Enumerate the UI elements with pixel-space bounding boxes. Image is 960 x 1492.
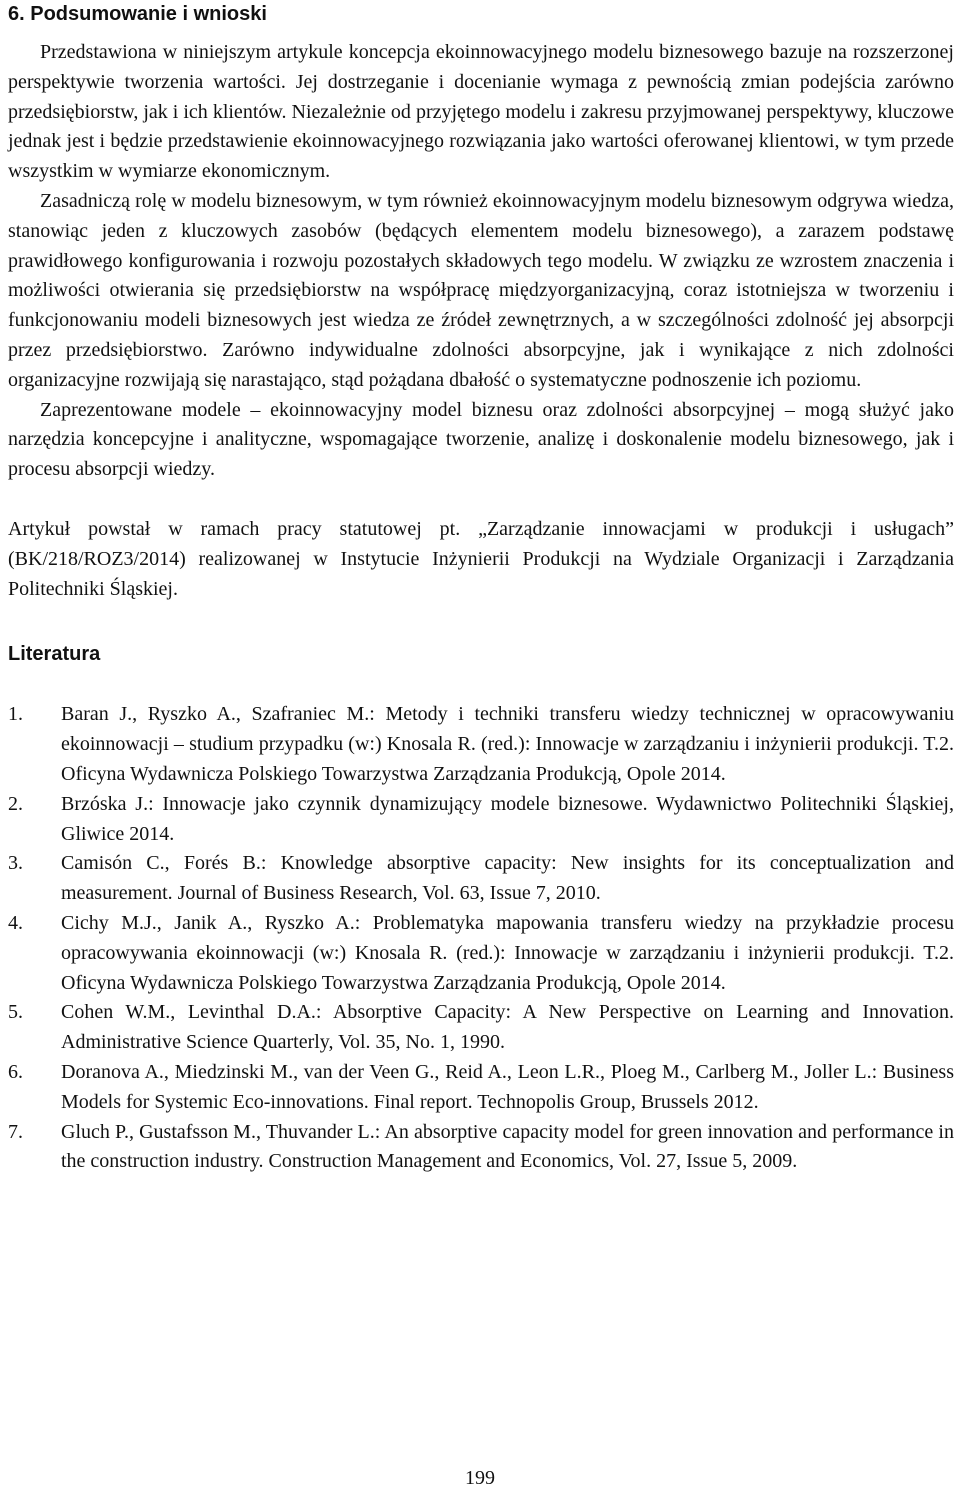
reference-item [8, 849, 954, 909]
reference-number: 1. [8, 703, 23, 726]
reference-item [8, 790, 954, 850]
reference-item [8, 1118, 954, 1178]
reference-text: Camisón C., Forés B.: Knowledge absorptive capacity: New insights for its conceptualization and measurement. Journal of Business Research, Vol. 63, Issue 7, 2010. [61, 852, 954, 905]
reference-number: 3. [8, 852, 23, 875]
reference-text: Cichy M.J., Janik A., Ryszko A.: Problematyka mapowania transferu wiedzy na przykładzie procesu opracowywania ekoinnowacji (w:) Knosala R. (red.): Innowacje w zarządzaniu i inżynierii produkcji. T.2. Oficyna Wydawnicza Polskiego Towarzystwa Zarządzania Produkcją, Opole 2014. [61, 911, 954, 994]
reference-number: 5. [8, 1001, 23, 1024]
section-heading: 6. Podsumowanie i wnioski [8, 3, 267, 25]
reference-number: 4. [8, 911, 23, 934]
reference-text: Baran J., Ryszko A., Szafraniec M.: Metody i techniki transferu wiedzy technicznej w opracowywaniu ekoinnowacji – studium przypadku (w:) Knosala R. (red.): Innowacje w zarządzaniu i inżynierii produkcji. T.2. Oficyna Wydawnicza Polskiego Towarzystwa Zarządzania Produkcją, Opole 2014. [61, 703, 954, 785]
acknowledgement: Artykuł powstał w ramach pracy statutowej pt. „Zarządzanie innowacjami w produkcji i usługach” (BK/218/ROZ3/2014) realizowanej w Instytucie Inżynierii Produkcji na Wydziale Organizacji i Zarządzania Politechniki Śląskiej. [8, 517, 954, 600]
reference-item [8, 998, 954, 1058]
reference-text: Gluch P., Gustafsson M., Thuvander L.: An absorptive capacity model for green innovation and performance in the construction industry. Construction Management and Economics, Vol. 27, Issue 5, 2009. [61, 1120, 954, 1173]
paragraph: Zaprezentowane modele – ekoinnowacyjny model biznesu oraz zdolności absorpcyjnej – mogą służyć jako narzędzia koncepcyjne i analityczne, wspomagające tworzenie, analizę i doskonalenie modelu biznesowego, jak i procesu absorpcji wiedzy. [8, 398, 954, 481]
reference-item [8, 700, 954, 789]
literature-heading: Literatura [8, 643, 101, 666]
reference-list [8, 700, 954, 1177]
reference-number: 6. [8, 1060, 23, 1083]
reference-item [8, 1058, 954, 1118]
reference-number: 7. [8, 1120, 23, 1143]
reference-text: Brzóska J.: Innowacje jako czynnik dynamizujący modele biznesowe. Wydawnictwo Politechniki Śląskiej, Gliwice 2014. [61, 792, 954, 845]
reference-item [8, 909, 954, 998]
page-number: 199 [465, 1467, 495, 1489]
summary-body [8, 38, 954, 485]
paragraph: Przedstawiona w niniejszym artykule koncepcja ekoinnowacyjnego modelu biznesowego bazuje na rozszerzonej perspektywie tworzenia wartości. Jej dostrzeganie i docenianie wymaga z pewnością zmian podejścia zarówno przedsiębiorstw, jak i ich klientów. Niezależnie od przyjętego modelu i zakresu przyjmowanej perspektywy, kluczowe jednak jest i będzie przedstawienie ekoinnowacyjnego rozwiązania jako wartości oferowanej klientowi, w tym przede wszystkim w wymiarze ekonomicznym. [8, 41, 954, 183]
reference-number: 2. [8, 792, 23, 815]
reference-text: Cohen W.M., Levinthal D.A.: Absorptive Capacity: A New Perspective on Learning and Innovation. Administrative Science Quarterly, Vol. 35, No. 1, 1990. [61, 1001, 954, 1054]
reference-text: Doranova A., Miedzinski M., van der Veen G., Reid A., Leon L.R., Ploeg M., Carlberg M., Joller L.: Business Models for Systemic Eco-innovations. Final report. Technopolis Group, Brussels 2012. [61, 1060, 954, 1113]
paragraph: Zasadniczą rolę w modelu biznesowym, w tym również ekoinnowacyjnym modelu biznesowym odgrywa wiedza, stanowiąc jeden z kluczowych zasobów (będących elementem modelu biznesowego), a zarazem podstawę prawidłowego konfigurowania i rozwoju pozostałych składowych tego modelu. W związku ze wzrostem znaczenia i możliwości otwierania się przedsiębiorstw na współpracę międzyorganizacyjną, coraz istotniejsza w tworzeniu i funkcjonowaniu modeli biznesowych jest wiedza ze źródeł zewnętrznych, a w szczególności zdolność jej absorpcji przez przedsiębiorstwo. Zarówno indywidualne zdolności absorpcyjne, jak i wynikające z nich zdolności organizacyjne rozwijają się narastająco, stąd pożądana dbałość o systematyczne podnoszenie ich poziomu. [8, 189, 954, 391]
